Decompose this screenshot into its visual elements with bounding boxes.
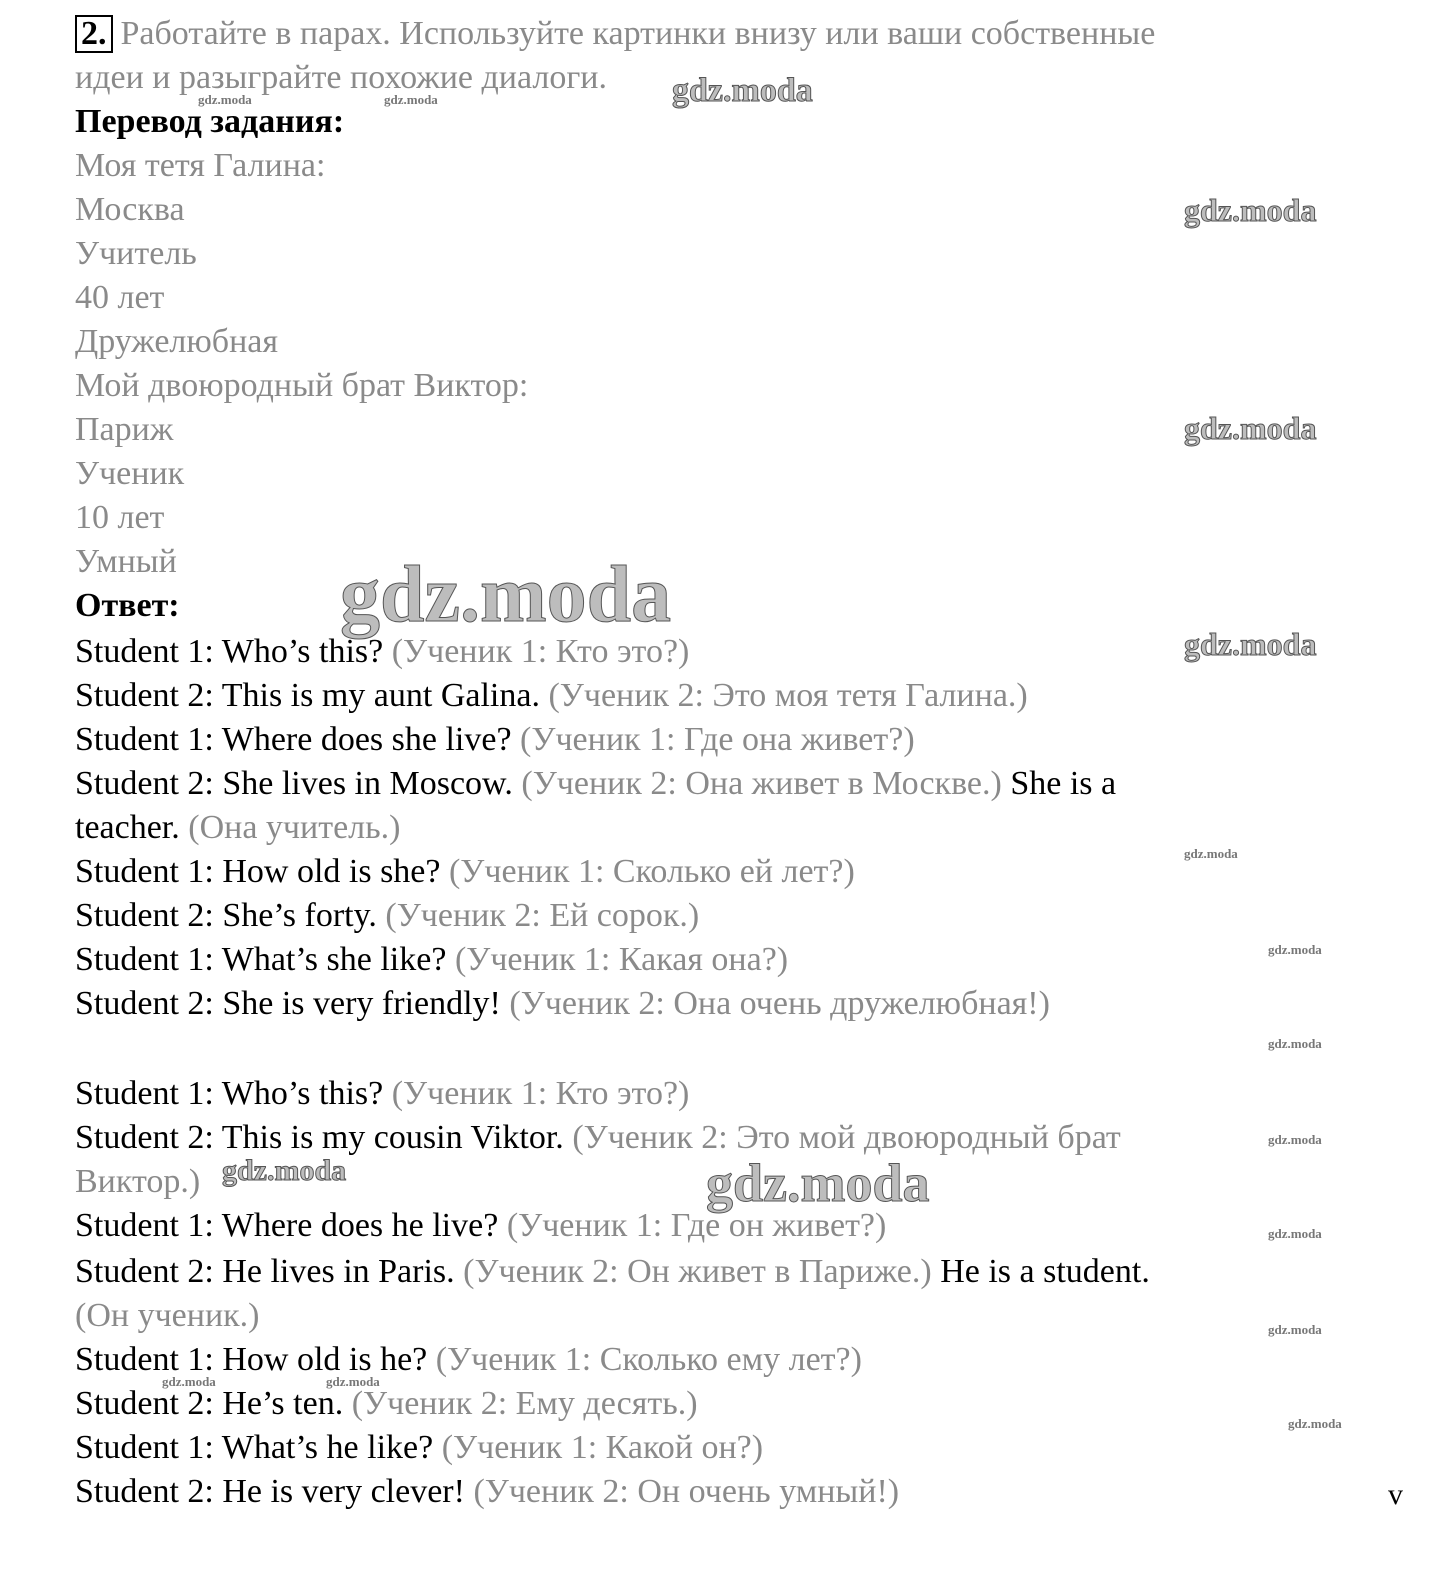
translation-line: Дружелюбная	[75, 323, 279, 360]
translation-line: Учитель	[75, 235, 197, 272]
dialog-line	[75, 1294, 1355, 1338]
dialog-en: Student 2: He lives in Paris.	[75, 1253, 455, 1290]
task-line-1	[75, 12, 1355, 56]
dialog-line	[75, 1204, 1355, 1248]
task-line-2: идеи и разыграйте похожие диалоги.	[75, 59, 607, 96]
dialog-en: Student 2: He is very clever!	[75, 1473, 465, 1510]
dialog-ru: Виктор.)	[75, 1163, 201, 1200]
translation-line: Моя тетя Галина:	[75, 147, 326, 184]
watermark: gdz.moda	[162, 1374, 216, 1389]
dialog-en: Student 1: How old is she?	[75, 853, 441, 890]
watermark: gdz.moda	[1184, 846, 1238, 861]
dialog-line	[75, 894, 1355, 938]
dialog-line	[75, 1072, 1355, 1116]
watermark: gdz.moda	[1268, 1132, 1322, 1147]
dialog-en: Student 1: What’s she like?	[75, 941, 447, 978]
dialog-en: Student 2: This is my aunt Galina.	[75, 677, 540, 714]
dialog-en: teacher.	[75, 809, 180, 846]
dialog-ru: (Ученик 2: Он живет в Париже.)	[463, 1253, 932, 1290]
watermark: gdz.moda	[1184, 410, 1317, 446]
corner-mark: v	[1388, 1478, 1403, 1511]
dialog-line	[75, 674, 1355, 718]
translation-line: Париж	[75, 411, 174, 448]
dialog-line	[75, 1426, 1355, 1470]
dialog-ru: (Ученик 2: Он очень умный!)	[473, 1473, 900, 1510]
dialog-line	[75, 982, 1355, 1026]
watermark: gdz.moda	[326, 1374, 380, 1389]
dialog-line	[75, 762, 1355, 806]
dialog-ru: (Ученик 2: Это моя тетя Галина.)	[548, 677, 1028, 714]
dialog-line	[75, 630, 1355, 674]
dialog-line	[75, 806, 1355, 850]
translation-heading: Перевод задания:	[75, 103, 345, 140]
dialog-line	[75, 1250, 1355, 1294]
dialog-line	[75, 938, 1355, 982]
dialog-ru: (Ученик 2: Она очень дружелюбная!)	[509, 985, 1050, 1022]
dialog-en: Student 1: Who’s this?	[75, 1075, 384, 1112]
dialog-line	[75, 1338, 1355, 1382]
watermark: gdz.moda	[1184, 626, 1317, 662]
watermark: gdz.moda	[1268, 1322, 1322, 1337]
task-text-1: Работайте в парах. Используйте картинки внизу или ваши собственные	[120, 15, 1156, 52]
dialog-en: Student 2: She is very friendly!	[75, 985, 501, 1022]
watermark: gdz.moda	[1184, 192, 1317, 228]
translation-line: Ученик	[75, 455, 185, 492]
dialog-line	[75, 1382, 1355, 1426]
dialog-line	[75, 1160, 1355, 1204]
dialog-ru: (Ученик 1: Кто это?)	[391, 1075, 690, 1112]
dialog-en: Student 1: Where does he live?	[75, 1207, 499, 1244]
dialog-en-extra: He is a student.	[940, 1253, 1150, 1290]
dialog-ru: (Ученик 1: Сколько ей лет?)	[448, 853, 855, 890]
task-number: 2.	[75, 15, 113, 53]
watermark: gdz.moda	[1268, 942, 1322, 957]
dialog-ru: (Ученик 2: Ему десять.)	[351, 1385, 698, 1422]
dialog-ru: (Ученик 1: Где он живет?)	[506, 1207, 887, 1244]
translation-line: 10 лет	[75, 499, 165, 536]
dialog-en: Student 1: Who’s this?	[75, 633, 384, 670]
dialog-ru: (Ученик 1: Какой он?)	[441, 1429, 764, 1466]
dialog-en: Student 1: What’s he like?	[75, 1429, 434, 1466]
dialog-ru: (Она учитель.)	[188, 809, 401, 846]
dialog-en: Student 1: How old is he?	[75, 1341, 428, 1378]
watermark: gdz.moda	[198, 92, 252, 107]
dialog-ru: (Ученик 1: Какая она?)	[454, 941, 789, 978]
dialog-ru: (Ученик 1: Сколько ему лет?)	[435, 1341, 862, 1378]
translation-line: 40 лет	[75, 279, 165, 316]
watermark: gdz.moda	[1268, 1036, 1322, 1051]
watermark: gdz.moda	[1288, 1416, 1342, 1431]
dialog-en: Student 2: She’s forty.	[75, 897, 377, 934]
watermark: gdz.moda	[340, 551, 672, 639]
watermark: gdz.moda	[672, 72, 813, 109]
watermark: gdz.moda	[384, 92, 438, 107]
translation-line: Мой двоюродный брат Виктор:	[75, 367, 529, 404]
dialog-en: Student 2: He’s ten.	[75, 1385, 344, 1422]
translation-line: Москва	[75, 191, 185, 228]
watermark: gdz.moda	[706, 1153, 930, 1213]
dialog-en: Student 2: She lives in Moscow.	[75, 765, 513, 802]
dialog-line	[75, 1116, 1355, 1160]
dialog-line	[75, 718, 1355, 762]
dialog-line	[75, 1470, 1355, 1514]
translation-line: Умный	[75, 543, 177, 580]
dialog-ru: (Ученик 2: Это мой двоюродный брат	[572, 1119, 1121, 1156]
dialog-en: Student 2: This is my cousin Viktor.	[75, 1119, 564, 1156]
answer-heading: Ответ:	[75, 587, 180, 624]
watermark: gdz.moda	[222, 1154, 347, 1187]
dialog-en: Student 1: Where does she live?	[75, 721, 512, 758]
dialog-ru: (Ученик 1: Кто это?)	[391, 633, 690, 670]
dialog-ru: (Ученик 2: Ей сорок.)	[385, 897, 700, 934]
dialog-ru: (Он ученик.)	[75, 1297, 260, 1334]
dialog-ru: (Ученик 1: Где она живет?)	[520, 721, 915, 758]
dialog-line	[75, 850, 1355, 894]
dialog-en-extra: She is a	[1010, 765, 1117, 802]
dialog-ru: (Ученик 2: Она живет в Москве.)	[521, 765, 1002, 802]
watermark: gdz.moda	[1268, 1226, 1322, 1241]
